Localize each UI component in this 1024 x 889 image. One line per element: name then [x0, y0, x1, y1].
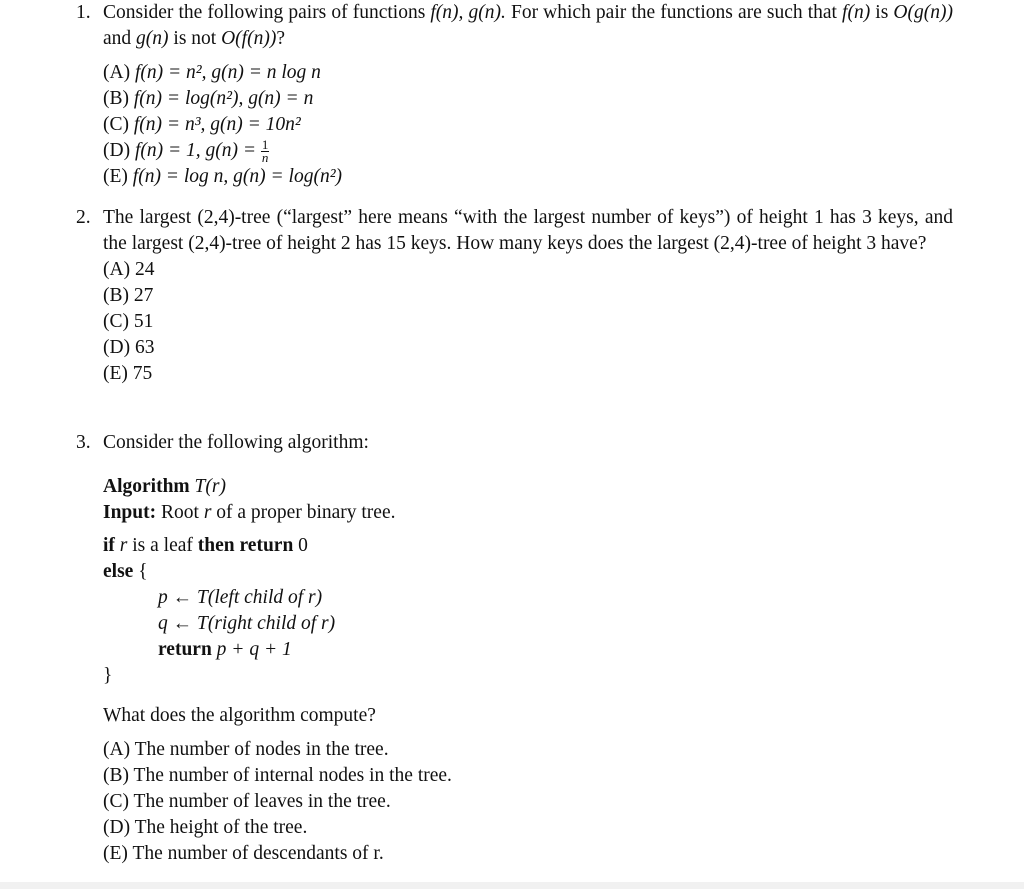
- option-text: f(n) = log(n²), g(n) = n: [133, 88, 314, 109]
- option-text: The number of leaves in the tree.: [133, 791, 391, 812]
- fraction-numerator: 1: [261, 137, 269, 153]
- code-text: p + q + 1: [216, 639, 292, 660]
- option-label: (A): [103, 62, 131, 83]
- option-text: The number of nodes in the tree.: [134, 739, 389, 760]
- option-text: f(n) = log n, g(n) = log(n²): [132, 166, 343, 187]
- option-d[interactable]: [103, 815, 953, 841]
- code-line-close: }: [103, 665, 113, 686]
- option-e[interactable]: [103, 841, 953, 867]
- option-label: (B): [103, 285, 129, 306]
- option-label: (E): [103, 843, 128, 864]
- keyword: if: [103, 535, 115, 556]
- option-label: (C): [103, 114, 129, 135]
- code-text: q ← T(right child of r): [158, 613, 336, 634]
- brace: {: [138, 561, 148, 582]
- fraction-denominator: n: [261, 150, 269, 166]
- option-text: 24: [134, 259, 155, 280]
- option-text: f(n) = 1, g(n) =: [134, 140, 261, 161]
- fraction: [261, 139, 270, 164]
- stem-text: is: [870, 2, 894, 23]
- option-label: (C): [103, 791, 129, 812]
- algorithm-block: [103, 474, 953, 689]
- keyword: then return: [197, 535, 294, 556]
- code-text: p ← T(left child of r): [158, 587, 323, 608]
- keyword: else: [103, 561, 134, 582]
- option-label: (B): [103, 765, 129, 786]
- question-number: 3.: [76, 432, 91, 453]
- bottom-strip: [0, 882, 1024, 889]
- option-b[interactable]: [103, 86, 953, 112]
- algorithm-name: T(r): [194, 476, 226, 497]
- question-number: 1.: [76, 2, 91, 23]
- option-text: 27: [133, 285, 154, 306]
- option-label: (A): [103, 259, 131, 280]
- code-line-p: [103, 585, 953, 611]
- code-line-q: [103, 611, 953, 637]
- question-body: [103, 430, 953, 867]
- option-list: [103, 60, 953, 190]
- stem-math: f(n): [842, 2, 871, 23]
- code-text: is a leaf: [127, 535, 198, 556]
- option-text: f(n) = n³, g(n) = 10n²: [133, 114, 301, 135]
- stem-text: ?: [276, 28, 285, 49]
- option-a[interactable]: [103, 737, 953, 763]
- variable: r: [203, 502, 212, 523]
- option-d[interactable]: [103, 138, 953, 164]
- option-e[interactable]: [103, 164, 953, 190]
- option-e[interactable]: [103, 361, 953, 387]
- option-list: [103, 737, 953, 867]
- code-line-else: [103, 559, 953, 585]
- option-list: [103, 257, 953, 387]
- stem-math: g(n): [136, 28, 169, 49]
- option-c[interactable]: [103, 112, 953, 138]
- option-label: (E): [103, 166, 128, 187]
- question-prompt: What does the algorithm compute?: [103, 705, 376, 726]
- question-body: [103, 0, 953, 190]
- question-stem: [103, 0, 953, 52]
- option-a[interactable]: [103, 60, 953, 86]
- stem-text: Consider the following pairs of functions: [103, 2, 431, 23]
- keyword: return: [158, 639, 212, 660]
- option-b[interactable]: [103, 283, 953, 309]
- variable: r: [119, 535, 128, 556]
- input-text: of a proper binary tree.: [211, 502, 396, 523]
- code-line-if: [103, 533, 953, 559]
- option-text: f(n) = n², g(n) = n log n: [134, 62, 321, 83]
- algorithm-title: [103, 474, 953, 500]
- option-text: The height of the tree.: [134, 817, 308, 838]
- option-c[interactable]: [103, 789, 953, 815]
- input-text: Root: [161, 502, 204, 523]
- option-text: The number of internal nodes in the tree.: [133, 765, 452, 786]
- stem-text: and: [103, 28, 137, 49]
- option-label: (C): [103, 311, 129, 332]
- stem-text: is not: [168, 28, 222, 49]
- question-body: [103, 205, 953, 387]
- option-d[interactable]: [103, 335, 953, 361]
- keyword: Input:: [103, 502, 157, 523]
- keyword: Algorithm: [103, 476, 190, 497]
- option-label: (D): [103, 337, 131, 358]
- option-text: 51: [133, 311, 154, 332]
- option-label: (B): [103, 88, 129, 109]
- code-text: 0: [298, 535, 308, 556]
- option-text: The number of descendants of r.: [132, 843, 384, 864]
- question-number: 2.: [76, 207, 91, 228]
- stem-math: O(g(n)): [893, 2, 953, 23]
- option-label: (D): [103, 817, 131, 838]
- option-label: (D): [103, 140, 131, 161]
- option-text: 63: [134, 337, 155, 358]
- question-stem: The largest (2,4)-tree (“largest” here means “with the largest number of keys”) of height 1 has 3 keys, and the largest (2,4)-tree of height 2 has 15 keys. How many keys does the largest (2,4)-tree of height 3 have?: [103, 207, 953, 254]
- algorithm-input: [103, 500, 953, 526]
- option-label: (E): [103, 363, 128, 384]
- stem-math: f(n), g(n).: [430, 2, 506, 23]
- question-stem: Consider the following algorithm:: [103, 432, 369, 453]
- option-text: 75: [132, 363, 153, 384]
- option-label: (A): [103, 739, 131, 760]
- code-line-return: [103, 637, 953, 663]
- option-c[interactable]: [103, 309, 953, 335]
- option-a[interactable]: [103, 257, 953, 283]
- stem-math: O(f(n)): [221, 28, 277, 49]
- option-b[interactable]: [103, 763, 953, 789]
- stem-text: For which pair the functions are such that: [505, 2, 843, 23]
